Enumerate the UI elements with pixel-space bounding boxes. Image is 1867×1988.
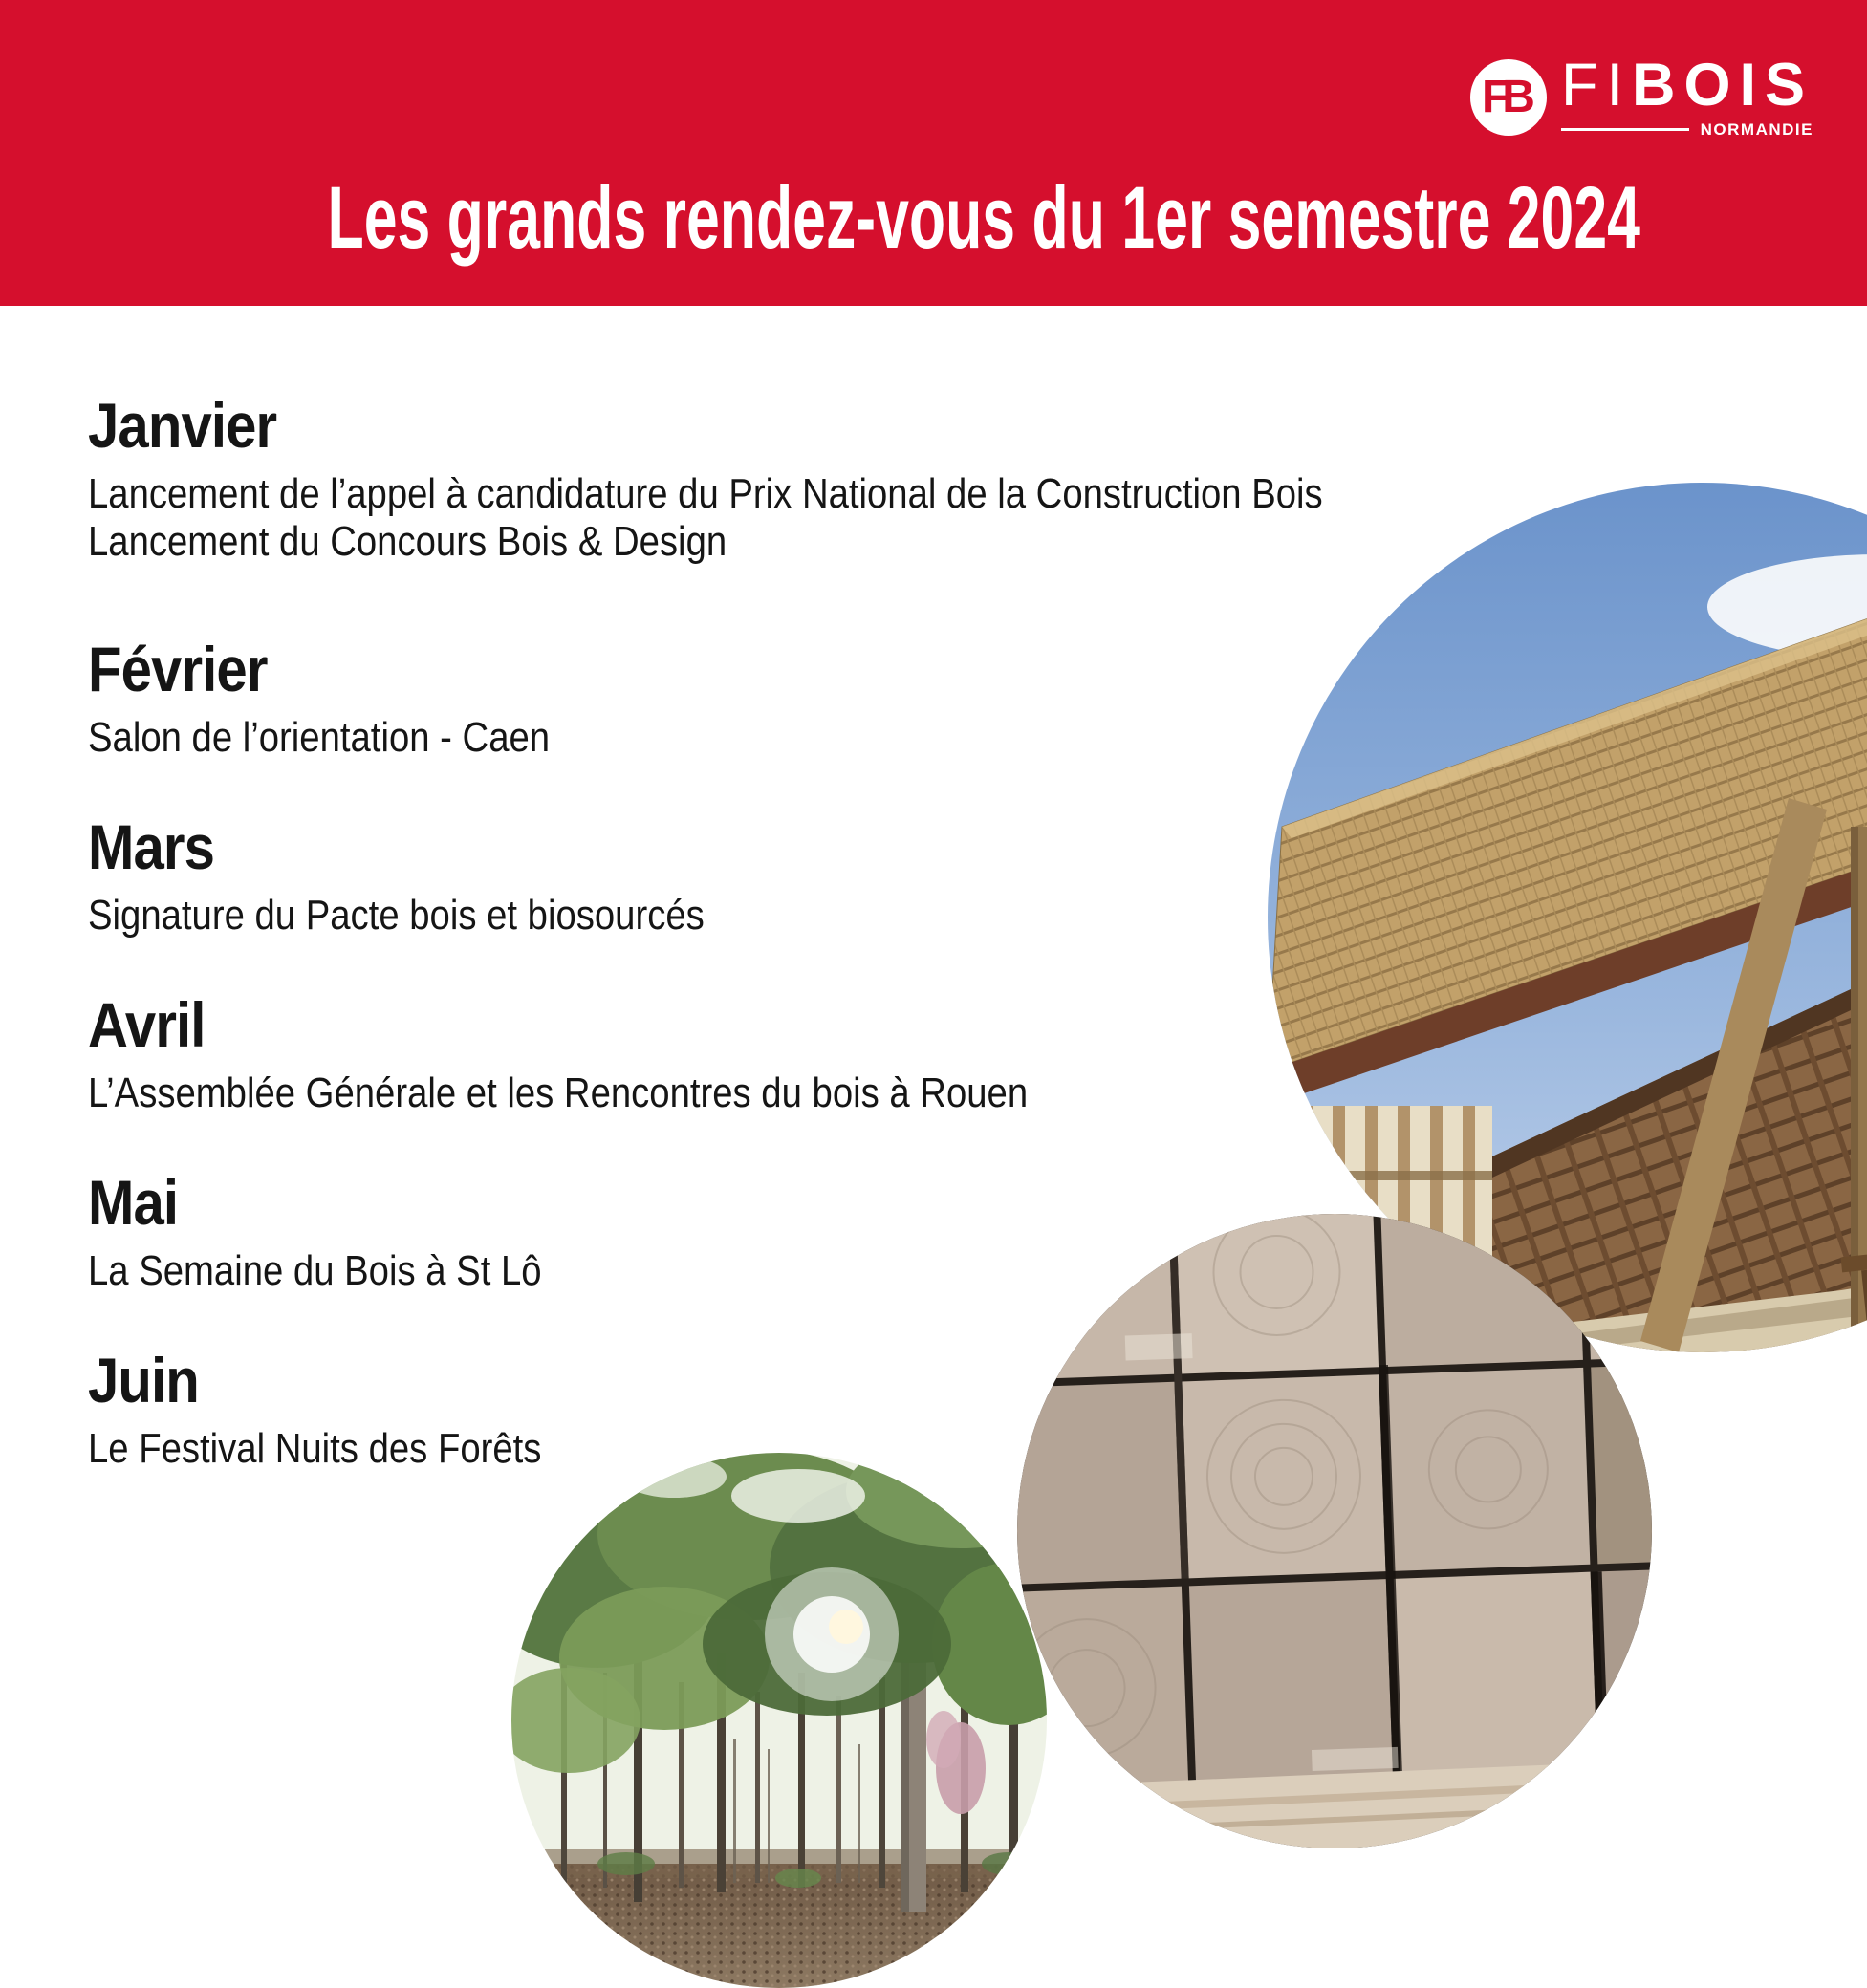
event-line: La Semaine du Bois à St Lô xyxy=(88,1248,542,1294)
month-heading: Avril xyxy=(88,989,206,1060)
fibois-region: NORMANDIE xyxy=(1700,120,1813,139)
month-heading: Juin xyxy=(88,1345,199,1415)
month-heading: Janvier xyxy=(88,390,277,461)
fibois-name-bold: BOIS xyxy=(1631,52,1813,119)
page-title: Les grands rendez-vous du 1er semestre 2024 xyxy=(327,169,1640,267)
event-line: Le Festival Nuits des Forêts xyxy=(88,1426,542,1472)
section-mars xyxy=(88,811,789,940)
fibois-monogram: FB xyxy=(1481,72,1528,122)
fibois-name-light: FI xyxy=(1560,52,1632,119)
section-juin xyxy=(88,1345,603,1473)
month-heading: Mai xyxy=(88,1167,179,1238)
month-heading: Février xyxy=(88,634,268,704)
event-line: Salon de l’orientation - Caen xyxy=(88,715,551,761)
section-janvier xyxy=(88,390,1491,567)
section-avril xyxy=(88,989,1156,1117)
event-line: Lancement du Concours Bois & Design xyxy=(88,519,727,566)
section-fevrier xyxy=(88,634,613,762)
event-line: Signature du Pacte bois et biosourcés xyxy=(88,893,705,939)
section-mai xyxy=(88,1167,603,1295)
event-line: Lancement de l’appel à candidature du Prix National de la Construction Bois xyxy=(88,471,1323,517)
month-heading: Mars xyxy=(88,811,215,882)
event-line: L’Assemblée Générale et les Rencontres du bois à Rouen xyxy=(88,1070,1029,1116)
